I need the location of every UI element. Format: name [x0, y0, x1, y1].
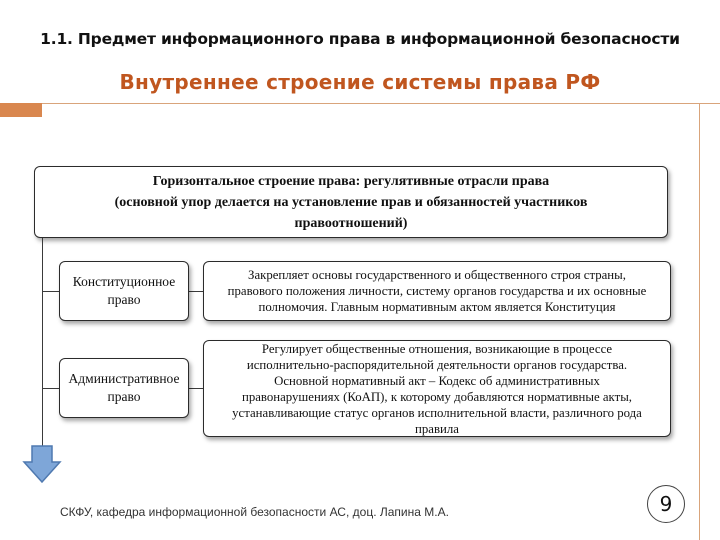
connector-line [42, 388, 59, 389]
label-line: право [107, 292, 141, 307]
label-line: Административное [68, 371, 180, 386]
description-line: Регулирует общественные отношения, возникающие в процессе [261, 341, 613, 356]
accent-line [42, 103, 720, 104]
description-line: Основной нормативный акт – Кодекс об административных [274, 373, 600, 388]
description-line: исполнительно-распорядительной деятельности органов государства. [246, 357, 628, 372]
main-box-line: правоотношений) [294, 215, 408, 231]
description-line: полномочия. Главным нормативным актом является Конституция [258, 300, 616, 314]
main-structure-box [34, 166, 668, 238]
description-line: правонарушениях (КоАП), к которому добавляются нормативные акты, [241, 389, 632, 404]
description-line: устанавливающие статус органов исполнительной власти, различного рода [232, 405, 642, 420]
constitutional-law-description-box [203, 261, 671, 321]
label-line: право [107, 389, 141, 404]
right-border-line [699, 103, 700, 540]
description-line: Закрепляет основы государственного и общественного строя страны, [248, 268, 626, 282]
label-line: Конституционное [72, 274, 176, 289]
main-box-line: (основной упор делается на установление прав и обязанностей участников [114, 194, 588, 210]
slide-title: Внутреннее строение системы права РФ [119, 70, 601, 94]
connector-line [189, 388, 203, 389]
constitutional-law-label-box [59, 261, 189, 321]
slide-heading: 1.1. Предмет информационного права в информационной безопасности [40, 30, 680, 48]
administrative-law-description-box [203, 340, 671, 437]
main-box-line: Горизонтальное строение права: регулятивные отрасли права [152, 173, 550, 189]
description-line: правила [415, 421, 459, 436]
connector-line [42, 291, 59, 292]
accent-bar [0, 103, 42, 117]
footer-text: СКФУ, кафедра информационной безопасности АС, доц. Лапина М.А. [60, 505, 449, 519]
down-arrow-icon [22, 444, 62, 484]
connector-vertical-line [42, 238, 43, 453]
administrative-law-label-box [59, 358, 189, 418]
description-line: правового положения личности, систему органов государства и их основные [227, 284, 647, 298]
page-number: 9 [647, 485, 685, 523]
connector-line [189, 291, 203, 292]
